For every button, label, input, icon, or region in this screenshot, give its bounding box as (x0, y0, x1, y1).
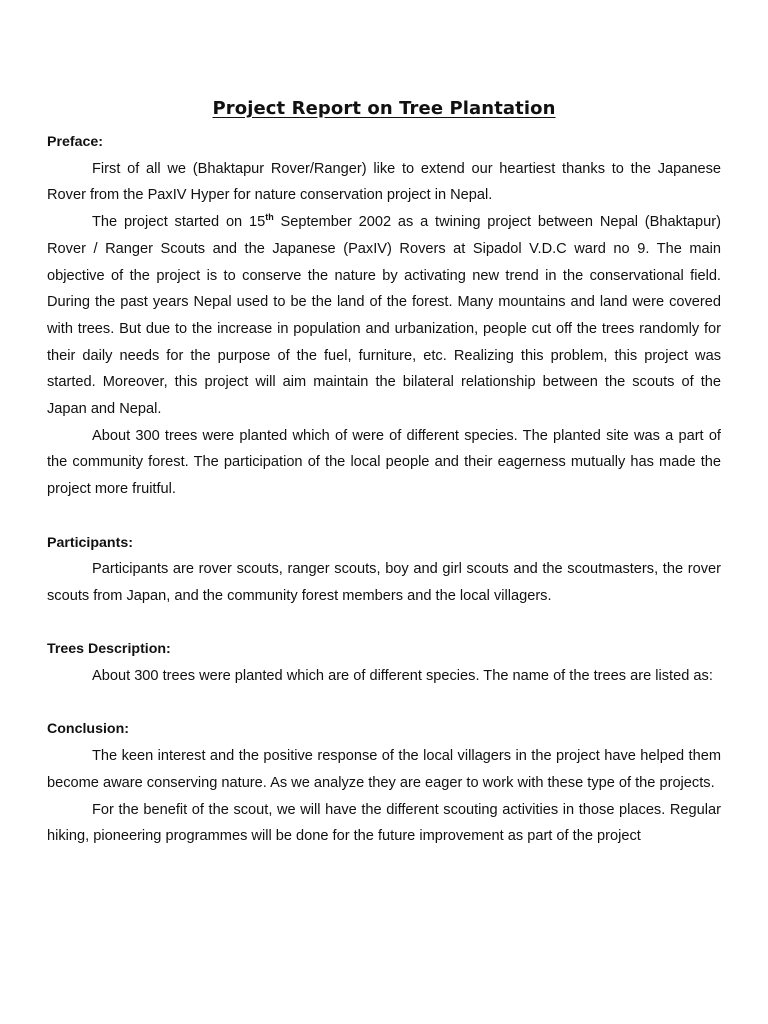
ordinal-suffix: th (265, 212, 274, 223)
preface-paragraph-2-start: The project started on 15 (92, 214, 266, 231)
participants-heading: Participants: (47, 534, 133, 551)
participants-paragraph: Participants are rover scouts, ranger scouts, boy and girl scouts and the scoutmasters, the rover scouts from Japan, and the community forest members and the local villagers. (47, 561, 721, 604)
preface-paragraph-2-rest: September 2002 as a twining project between Nepal (Bhaktapur) Rover / Ranger Scouts and the Japanese (PaxIV) Rovers at Sipadol V.D.C ward no 9. The main objective of the project is to conserve the nature by activating new trend in the conservational field. During the past years Nepal used to be the land of the forest. Many mountains and land were covered with trees. But due to the increase in population and urbanization, people cut off the trees randomly for their daily needs for the purpose of the fuel, furniture, etc. Realizing this problem, this project was started. Moreover, this project will aim maintain the bilateral relationship between the scouts of the Japan and Nepal. (47, 214, 722, 418)
document-title: Project Report on Tree Plantation (212, 98, 556, 119)
preface-paragraph-2 (47, 209, 721, 423)
conclusion-heading: Conclusion: (47, 721, 129, 738)
preface-paragraph-3: About 300 trees were planted which of were of different species. The planted site was a part of the community forest. The participation of the local people and their eagerness mutually has made the project more fruitful. (47, 427, 721, 498)
trees-description-heading: Trees Description: (47, 641, 171, 658)
preface-heading: Preface: (47, 134, 103, 150)
section-spacer (47, 690, 721, 717)
conclusion-paragraph-2: For the benefit of the scout, we will have the different scouting activities in those places. Regular hiking, pioneering programmes will be done for the future improvement as part of the project (47, 801, 721, 845)
preface-paragraph-1: First of all we (Bhaktapur Rover/Ranger) like to extend our heartiest thanks to the Japanese Rover from the PaxIV Hyper for nature conservation project in Nepal. (47, 160, 721, 204)
trees-description-paragraph: About 300 trees were planted which are of different species. The name of the trees are listed as: (92, 668, 713, 685)
section-spacer (47, 503, 721, 530)
section-spacer (47, 610, 721, 637)
conclusion-paragraph-1: The keen interest and the positive response of the local villagers in the project have helped them become aware conserving nature. As we analyze they are eager to work with these type of the projects. (47, 748, 721, 791)
document-page (47, 96, 721, 850)
